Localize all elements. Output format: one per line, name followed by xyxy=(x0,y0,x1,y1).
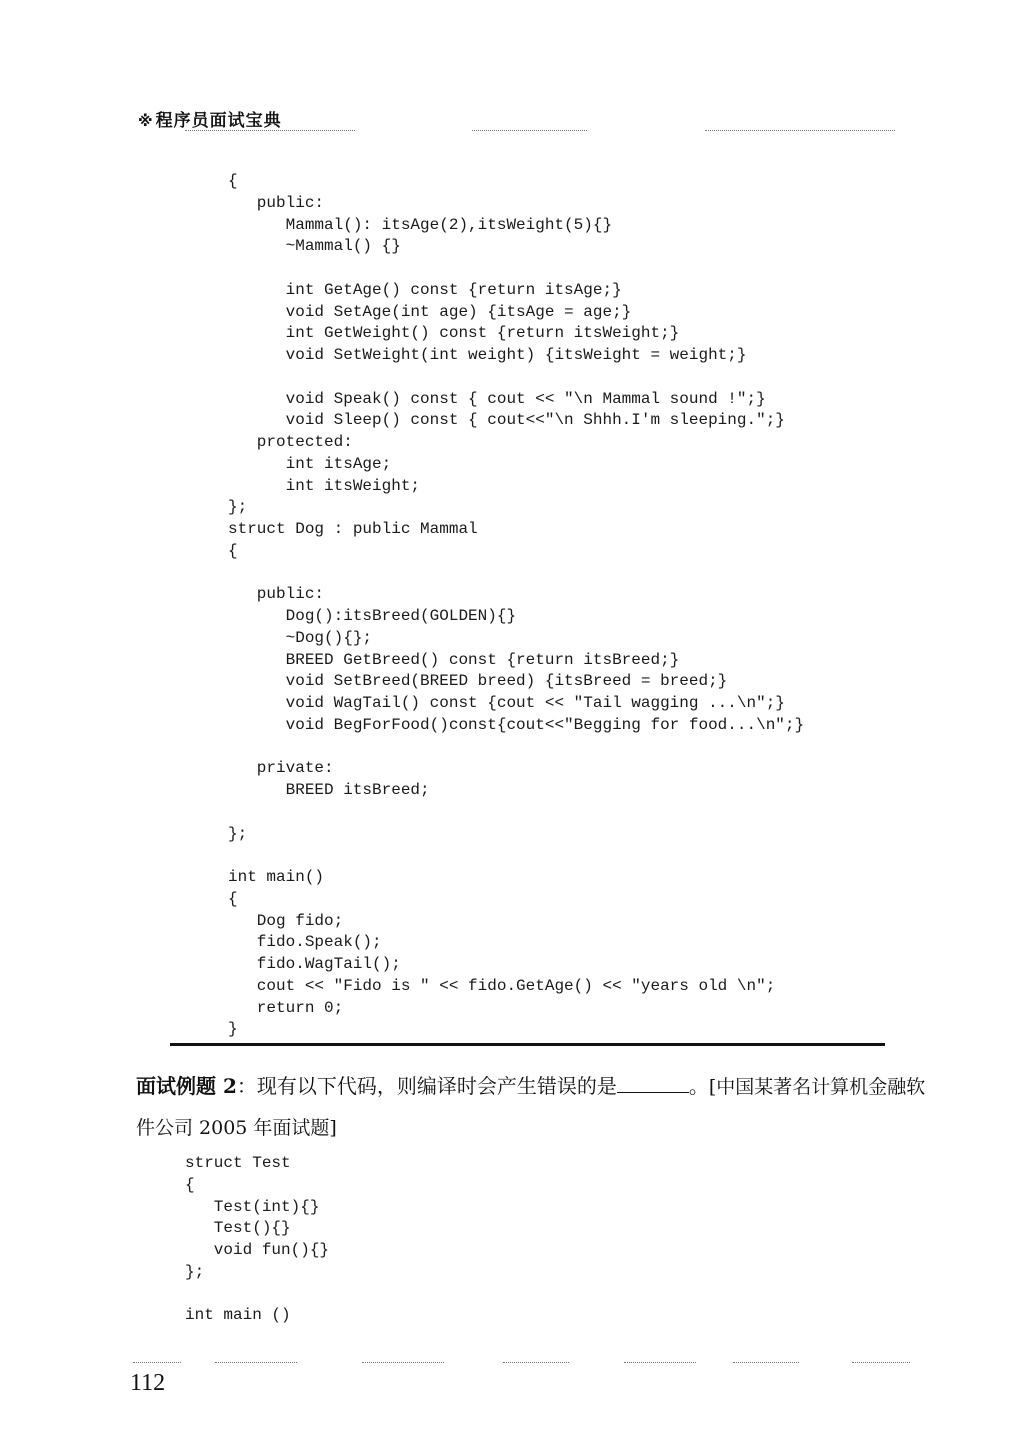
header-mark: ※ xyxy=(138,112,154,130)
code-line: struct Test xyxy=(185,1154,291,1172)
code-line: private: xyxy=(228,759,334,778)
page-header xyxy=(138,106,282,131)
code-line: int GetAge() const {return itsAge;} xyxy=(228,280,622,299)
code-line: void SetWeight(int weight) {itsWeight = weight;} xyxy=(228,346,747,364)
code-line: } xyxy=(228,1020,238,1039)
question-end: 。 xyxy=(688,1074,709,1098)
code-line: Dog():itsBreed(GOLDEN){} xyxy=(228,607,517,625)
code-line: { xyxy=(228,889,238,908)
answer-blank xyxy=(617,1072,689,1093)
section-divider xyxy=(170,1043,885,1046)
code-line: fido.WagTail(); xyxy=(228,955,401,973)
code-line: ~Mammal() {} xyxy=(228,237,401,256)
code-line: int itsWeight; xyxy=(228,476,421,495)
footer-dotted-rule xyxy=(733,1362,799,1363)
footer-dotted-rule xyxy=(362,1362,444,1363)
code-line: { xyxy=(228,541,238,560)
footer-dotted-rule xyxy=(852,1362,910,1363)
code-line: void Speak() const { cout << "\n Mammal sound !";} xyxy=(228,389,766,408)
code-line: int main() xyxy=(228,868,325,886)
code-line: BREED GetBreed() const {return itsBreed;} xyxy=(228,650,680,669)
code-line: }; xyxy=(228,824,248,843)
code-line: void BegForFood()const{cout<<"Begging for food...\n";} xyxy=(228,715,805,734)
code-line: void SetBreed(BREED breed) {itsBreed = breed;} xyxy=(228,672,728,691)
code-line: Mammal(): itsAge(2),itsWeight(5){} xyxy=(228,215,613,234)
code-line: Test(){} xyxy=(185,1219,291,1238)
code-line xyxy=(185,1284,329,1306)
code-line: { xyxy=(228,172,238,190)
code-line xyxy=(228,563,804,585)
code-line xyxy=(228,802,804,824)
code-line: Test(int){} xyxy=(185,1197,320,1216)
question-source: [中国某著名计算机金融软件公司 2005 年面试题] xyxy=(136,1076,926,1139)
interview-question-2 xyxy=(136,1066,926,1148)
page-number: 112 xyxy=(130,1370,166,1396)
code-block-test xyxy=(185,1153,329,1327)
header-dotted-rule xyxy=(185,130,355,131)
code-line xyxy=(228,737,804,759)
code-block-mammal-dog xyxy=(228,171,804,1041)
code-line: fido.Speak(); xyxy=(228,933,382,952)
code-line: { xyxy=(185,1175,195,1194)
code-line: }; xyxy=(228,498,248,517)
code-line: cout << "Fido is " << fido.GetAge() << "years old \n"; xyxy=(228,976,776,995)
code-line: void SetAge(int age) {itsAge = age;} xyxy=(228,302,632,321)
code-line: Dog fido; xyxy=(228,911,344,930)
code-line xyxy=(228,367,804,389)
code-line: void Sleep() const { cout<<"\n Shhh.I'm sleeping.";} xyxy=(228,411,785,430)
code-line: int main () xyxy=(185,1306,291,1325)
code-line xyxy=(228,845,804,867)
footer-dotted-rule xyxy=(215,1362,297,1363)
code-line: void WagTail() const {cout << "Tail wagging ...\n";} xyxy=(228,694,785,712)
code-line: public: xyxy=(228,585,325,604)
header-dotted-rule xyxy=(472,130,587,131)
code-line: BREED itsBreed; xyxy=(228,781,430,799)
footer-dotted-rule xyxy=(133,1362,181,1363)
code-line: public: xyxy=(228,193,325,212)
code-line: return 0; xyxy=(228,998,344,1017)
question-label: 面试例题 2 xyxy=(136,1074,237,1098)
code-line: void fun(){} xyxy=(185,1241,330,1259)
footer-dotted-rule xyxy=(624,1362,696,1363)
code-line: ~Dog(){}; xyxy=(228,628,373,647)
code-line: int itsAge; xyxy=(228,454,392,473)
header-dotted-rule xyxy=(705,130,895,131)
code-line: protected: xyxy=(228,433,353,451)
code-line: struct Dog : public Mammal xyxy=(228,520,478,538)
question-text: ：现有以下代码，则编译时会产生错误的是 xyxy=(236,1074,617,1098)
code-line: }; xyxy=(185,1262,205,1281)
code-line: int GetWeight() const {return itsWeight;} xyxy=(228,324,680,343)
code-line xyxy=(228,258,804,280)
header-title: 程序员面试宝典 xyxy=(155,111,282,131)
footer-dotted-rule xyxy=(503,1362,569,1363)
